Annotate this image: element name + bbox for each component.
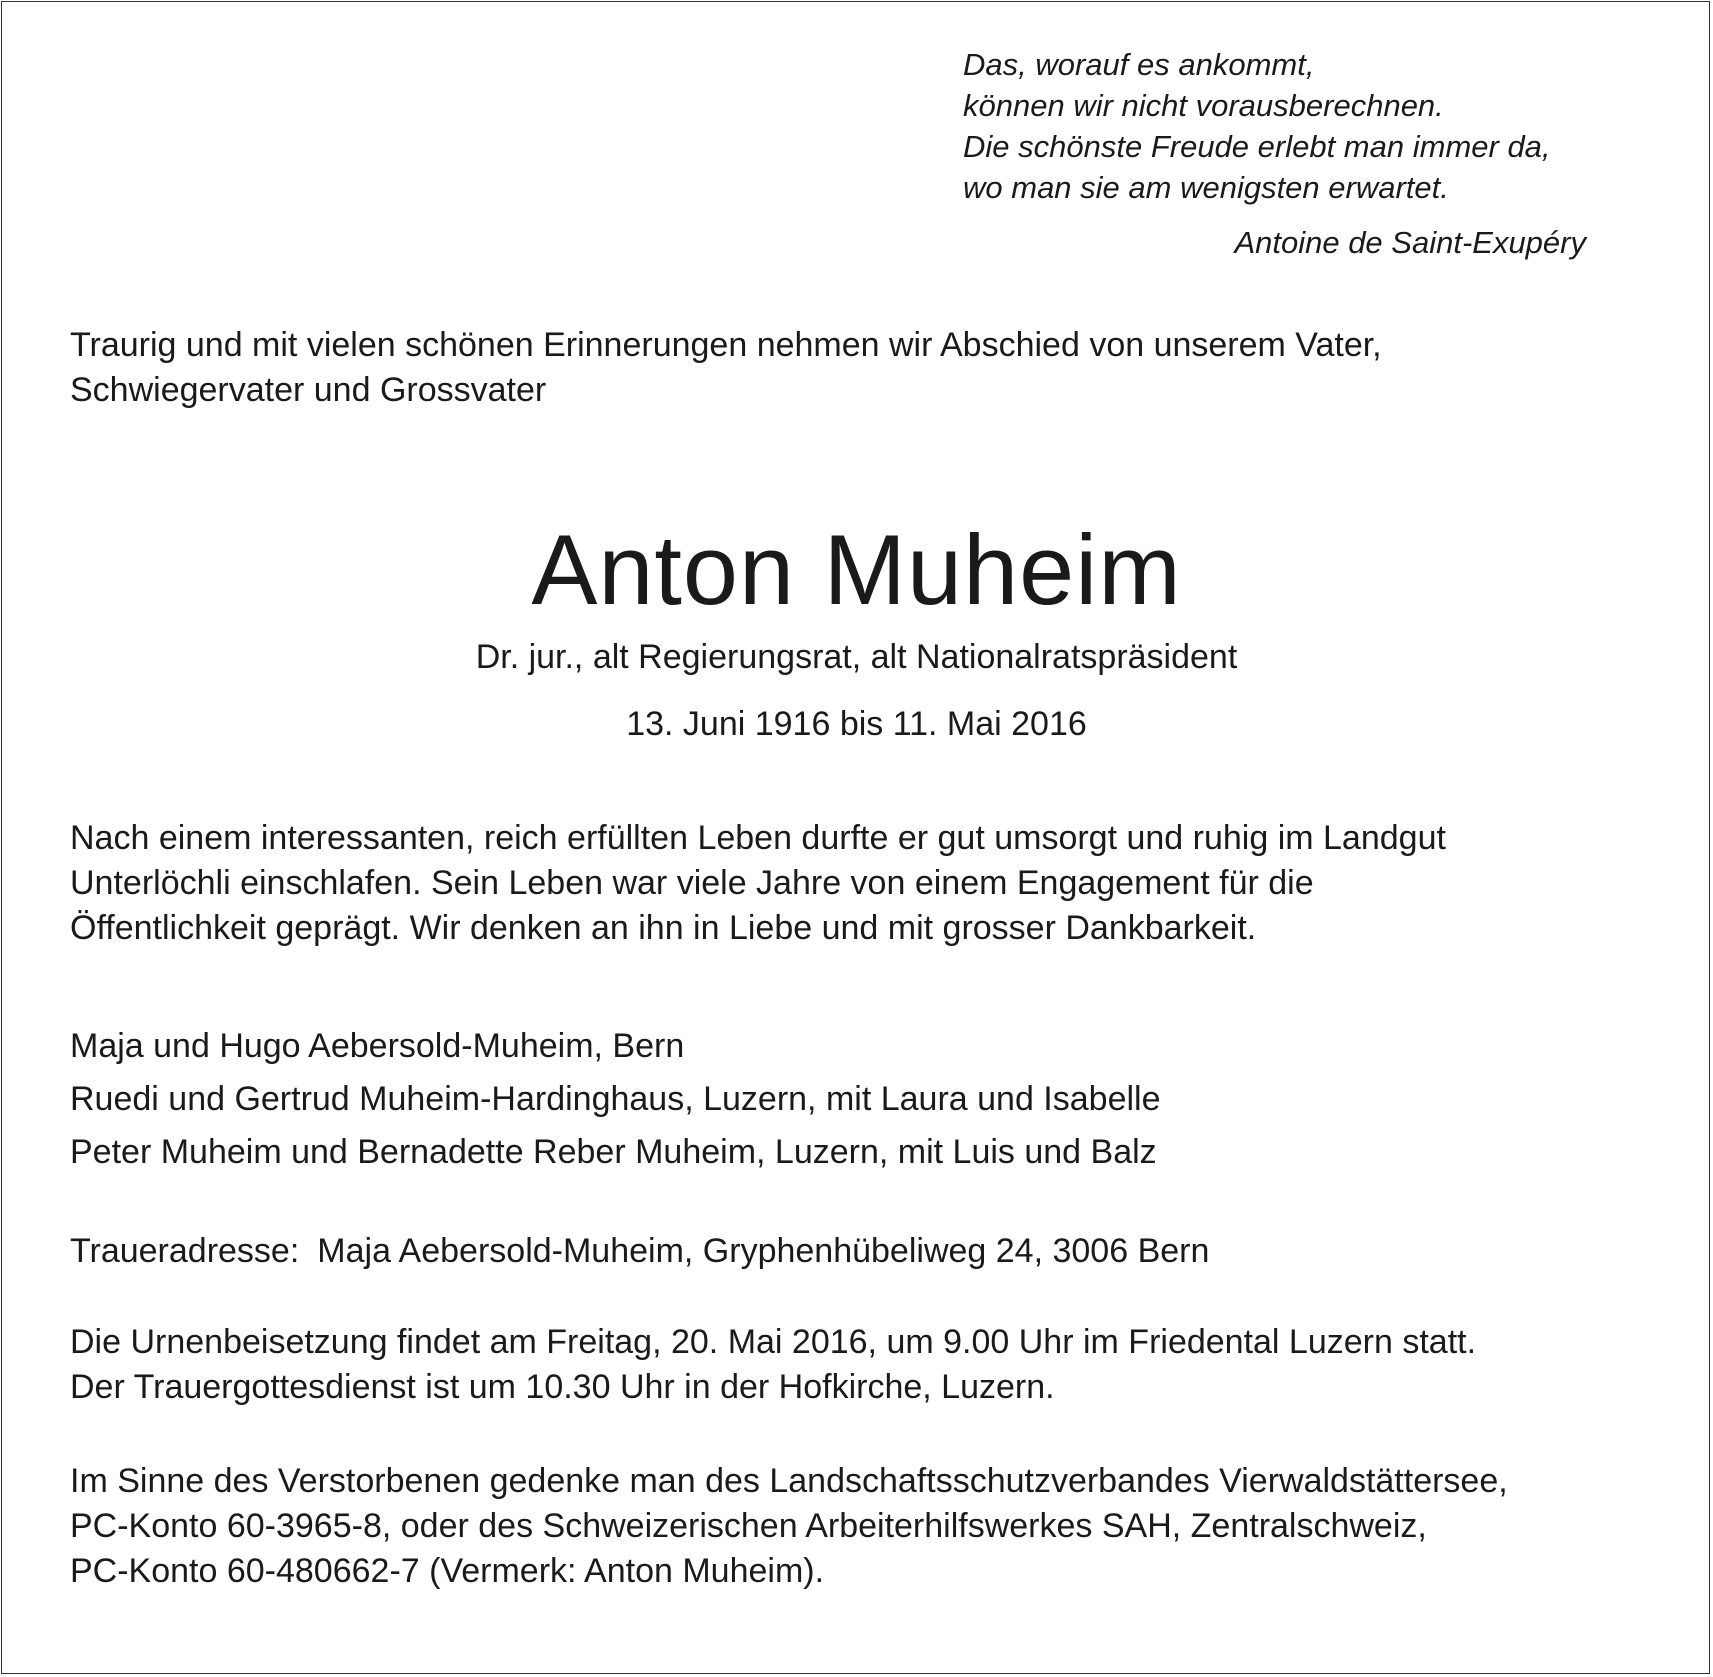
quote-line: können wir nicht vorausberechnen. — [963, 88, 1444, 123]
deceased-dates: 13. Juni 1916 bis 11. Mai 2016 — [626, 705, 1087, 743]
deceased-titles: Dr. jur., alt Regierungsrat, alt Nationalratspräsident — [475, 638, 1238, 676]
ceremony-info — [70, 1320, 1476, 1410]
donation-line: Im Sinne des Verstorbenen gedenke man des Landschaftsschutzverbandes Vierwaldstättersee, — [70, 1462, 1508, 1500]
tribute-line: Unterlöchli einschlafen. Sein Leben war viele Jahre von einem Engagement für die — [70, 864, 1314, 902]
donation-line: PC-Konto 60-3965-8, oder des Schweizerischen Arbeiterhilfswerkes SAH, Zentralschweiz, — [70, 1507, 1427, 1545]
intro-line: Traurig und mit vielen schönen Erinnerungen nehmen wir Abschied von unserem Vater, — [70, 326, 1382, 364]
ceremony-line: Die Urnenbeisetzung findet am Freitag, 20. Mai 2016, um 9.00 Uhr im Friedental Luzern statt. — [70, 1323, 1477, 1361]
quote-author: Antoine de Saint-Exupéry — [1234, 225, 1586, 260]
family-member: Peter Muheim und Bernadette Reber Muheim, Luzern, mit Luis und Balz — [70, 1133, 1157, 1171]
epigraph-quote — [963, 44, 1551, 208]
quote-line: Die schönste Freude erlebt man immer da, — [963, 129, 1551, 164]
tribute-paragraph — [70, 816, 1446, 951]
family-list — [70, 1020, 1161, 1179]
ceremony-line: Der Trauergottesdienst ist um 10.30 Uhr in der Hofkirche, Luzern. — [70, 1368, 1055, 1406]
address-label: Traueradresse: — [70, 1232, 300, 1270]
tribute-line: Öffentlichkeit geprägt. Wir denken an ihn in Liebe und mit grosser Dankbarkeit. — [70, 909, 1257, 947]
deceased-name: Anton Muheim — [531, 514, 1182, 625]
quote-line: wo man sie am wenigsten erwartet. — [963, 170, 1449, 205]
donation-info — [70, 1459, 1508, 1594]
intro-paragraph — [70, 323, 1382, 413]
donation-line: PC-Konto 60-480662-7 (Vermerk: Anton Muheim). — [70, 1552, 825, 1590]
quote-line: Das, worauf es ankommt, — [963, 47, 1315, 82]
family-member: Maja und Hugo Aebersold-Muheim, Bern — [70, 1027, 685, 1065]
family-member: Ruedi und Gertrud Muheim-Hardinghaus, Luzern, mit Laura und Isabelle — [70, 1080, 1161, 1118]
intro-line: Schwiegervater und Grossvater — [70, 371, 547, 409]
tribute-line: Nach einem interessanten, reich erfüllten Leben durfte er gut umsorgt und ruhig im Landgut — [70, 819, 1446, 857]
address-value: Maja Aebersold-Muheim, Gryphenhübeliweg 24, 3006 Bern — [317, 1232, 1210, 1270]
mourning-address — [70, 1229, 1209, 1274]
